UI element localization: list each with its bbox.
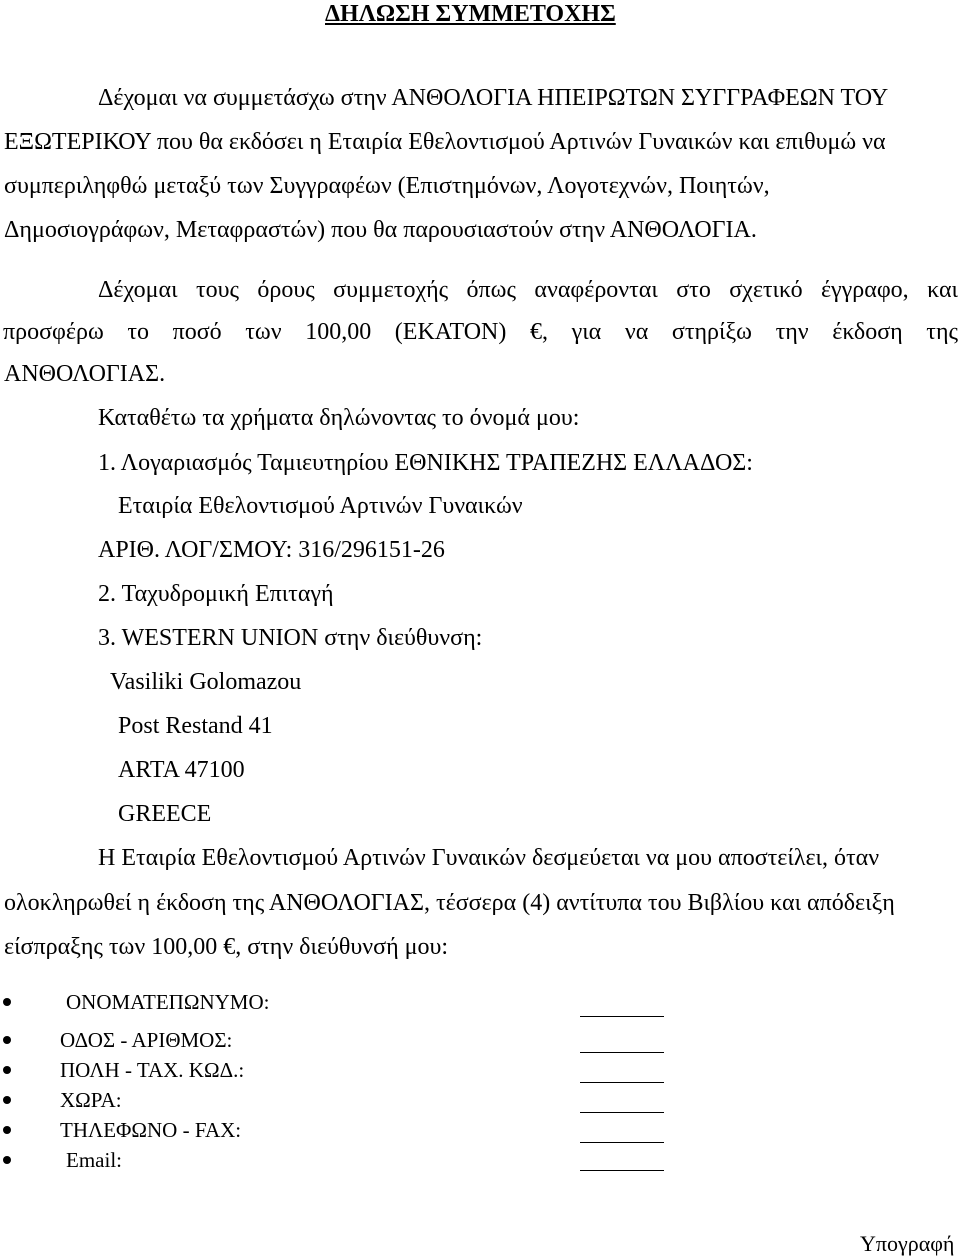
paragraph3-line: είσπραξης των 100,00 €, στην διεύθυνσή μου:: [4, 934, 449, 960]
paragraph2-line: Δέχομαι τους όρους συμμετοχής όπως αναφέρονται στο σχετικό έγγραφο, και: [98, 277, 958, 303]
field-label: ΠΟΛΗ - ΤΑΧ. ΚΩΔ.:: [60, 1058, 245, 1082]
paragraph3-line: Η Εταιρία Εθελοντισμού Αρτινών Γυναικών δεσμεύεται να μου αποστείλει, όταν: [98, 845, 880, 871]
field-label: ΟΝΟΜΑΤΕΠΩΝΥΜΟ:: [66, 990, 270, 1014]
field-blank-line[interactable]: [580, 1142, 664, 1143]
field-blank-line[interactable]: [580, 1052, 664, 1053]
account-number: ΑΡΙΘ. ΛΟΓ/ΣΜΟΥ: 316/296151-26: [98, 537, 445, 563]
address-line: ARTA 47100: [118, 757, 245, 783]
bullet-icon: [3, 1036, 11, 1044]
payment-intro: Καταθέτω τα χρήματα δηλώνοντας το όνομά μου:: [98, 405, 580, 431]
payment-option-3: 3. WESTERN UNION στην διεύθυνση:: [98, 625, 483, 651]
address-line: Post Restand 41: [118, 713, 273, 739]
payment-option-2: 2. Ταχυδρομική Επιταγή: [98, 581, 334, 607]
payment-option-1: 1. Λογαριασμός Ταμιευτηρίου ΕΘΝΙΚΗΣ ΤΡΑΠΕΖΗΣ ΕΛΛΑΔΟΣ:: [98, 450, 753, 476]
account-name: Εταιρία Εθελοντισμού Αρτινών Γυναικών: [118, 493, 523, 519]
field-row-phone: [0, 1116, 960, 1144]
bullet-icon: [3, 1126, 11, 1134]
page-title: ΔΗΛΩΣΗ ΣΥΜΜΕΤΟΧΗΣ: [325, 1, 616, 27]
address-line: Vasiliki Golomazou: [110, 669, 302, 695]
bullet-icon: [3, 1096, 11, 1104]
signature-label: Υπογραφή: [860, 1231, 955, 1256]
address-line: GREECE: [118, 801, 212, 827]
paragraph1-line: ΕΞΩΤΕΡΙΚΟΥ που θα εκδόσει η Εταιρία Εθελοντισμού Αρτινών Γυναικών και επιθυμώ να: [4, 129, 886, 155]
bullet-icon: [3, 1066, 11, 1074]
field-row-street: [0, 1026, 960, 1054]
paragraph2-line: προσφέρω το ποσό των 100,00 (ΕΚΑΤΟΝ) €, για να στηρίξω την έκδοση της: [3, 319, 958, 345]
bullet-icon: [3, 1156, 11, 1164]
field-blank-line[interactable]: [580, 1016, 664, 1017]
field-label: Email:: [66, 1148, 122, 1172]
field-row-country: [0, 1086, 960, 1114]
field-label: ΧΩΡΑ:: [60, 1088, 122, 1112]
paragraph1-line: Δημοσιογράφων, Μεταφραστών) που θα παρουσιαστούν στην ΑΝΘΟΛΟΓΙΑ.: [4, 217, 757, 243]
field-blank-line[interactable]: [580, 1112, 664, 1113]
paragraph1-line: συμπεριληφθώ μεταξύ των Συγγραφέων (Επιστημόνων, Λογοτεχνών, Ποιητών,: [4, 173, 770, 199]
field-label: ΟΔΟΣ - ΑΡΙΘΜΟΣ:: [60, 1028, 233, 1052]
field-row-city: [0, 1056, 960, 1084]
field-row-email: [0, 1146, 960, 1174]
field-label: ΤΗΛΕΦΩΝΟ - FAX:: [60, 1118, 242, 1142]
paragraph3-line: ολοκληρωθεί η έκδοση της ΑΝΘΟΛΟΓΙΑΣ, τέσσερα (4) αντίτυπα του Βιβλίου και απόδειξη: [4, 890, 895, 916]
field-blank-line[interactable]: [580, 1170, 664, 1171]
bullet-icon: [3, 998, 11, 1006]
field-row-name: [0, 988, 960, 1016]
field-blank-line[interactable]: [580, 1082, 664, 1083]
paragraph1-line: Δέχομαι να συμμετάσχω στην ΑΝΘΟΛΟΓΙΑ ΗΠΕΙΡΩΤΩΝ ΣΥΓΓΡΑΦΕΩΝ ΤΟΥ: [98, 85, 889, 111]
paragraph2-line: ΑΝΘΟΛΟΓΙΑΣ.: [4, 361, 166, 387]
